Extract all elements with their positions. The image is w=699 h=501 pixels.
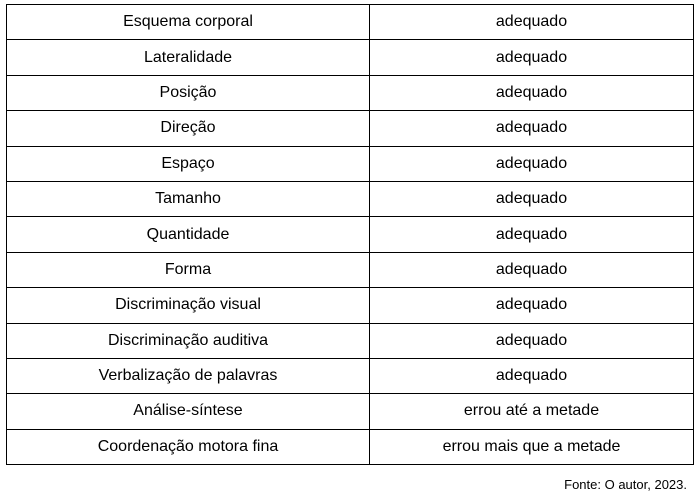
- results-table-body: [7, 5, 694, 465]
- table-row: [7, 429, 694, 464]
- table-row: [7, 111, 694, 146]
- skill-cell: Esquema corporal: [7, 5, 370, 40]
- result-cell: adequado: [370, 323, 694, 358]
- skill-cell: Tamanho: [7, 181, 370, 216]
- skill-cell: Lateralidade: [7, 40, 370, 75]
- table-row: [7, 146, 694, 181]
- skill-cell: Direção: [7, 111, 370, 146]
- skill-cell: Espaço: [7, 146, 370, 181]
- result-cell: adequado: [370, 358, 694, 393]
- table-row: [7, 75, 694, 110]
- table-row: [7, 323, 694, 358]
- table-row: [7, 217, 694, 252]
- table-row: [7, 181, 694, 216]
- skill-cell: Posição: [7, 75, 370, 110]
- results-table-container: [6, 4, 691, 465]
- skill-cell: Quantidade: [7, 217, 370, 252]
- result-cell: errou até a metade: [370, 394, 694, 429]
- table-row: [7, 5, 694, 40]
- skill-cell: Discriminação auditiva: [7, 323, 370, 358]
- table-row: [7, 288, 694, 323]
- skill-cell: Análise-síntese: [7, 394, 370, 429]
- table-row: [7, 252, 694, 287]
- result-cell: adequado: [370, 181, 694, 216]
- results-table: [6, 4, 694, 465]
- skill-cell: Forma: [7, 252, 370, 287]
- result-cell: adequado: [370, 75, 694, 110]
- skill-cell: Discriminação visual: [7, 288, 370, 323]
- skill-cell: Coordenação motora fina: [7, 429, 370, 464]
- result-cell: adequado: [370, 146, 694, 181]
- result-cell: adequado: [370, 111, 694, 146]
- result-cell: adequado: [370, 252, 694, 287]
- result-cell: errou mais que a metade: [370, 429, 694, 464]
- result-cell: adequado: [370, 217, 694, 252]
- table-row: [7, 394, 694, 429]
- result-cell: adequado: [370, 5, 694, 40]
- result-cell: adequado: [370, 40, 694, 75]
- source-caption: Fonte: O autor, 2023.: [564, 477, 687, 492]
- skill-cell: Verbalização de palavras: [7, 358, 370, 393]
- table-row: [7, 358, 694, 393]
- table-row: [7, 40, 694, 75]
- result-cell: adequado: [370, 288, 694, 323]
